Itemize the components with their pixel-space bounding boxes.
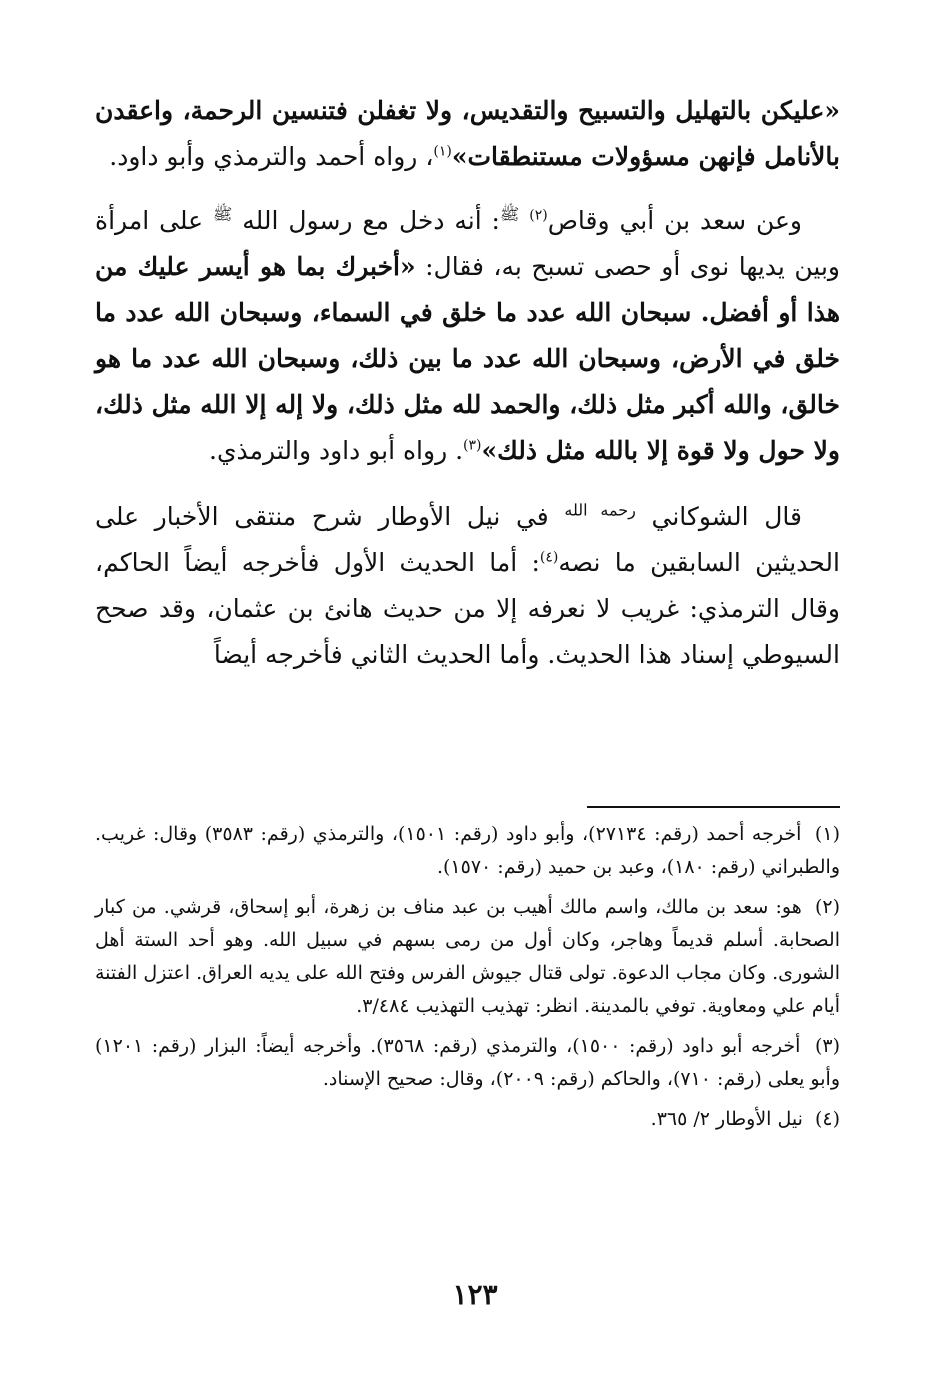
paragraph-2 — [95, 198, 840, 474]
narration-text: : أما الحديث الأول فأخرجه أيضاً الحاكم، وقال الترمذي: غريب لا نعرفه إلا من حديث هانئ بن عثمان، وقد صحح السيوطي إسناد هذا الحديث. وأما الحديث الثاني فأخرجه أيضاً — [95, 548, 840, 669]
narration-text: وعن سعد بن أبي وقاص — [547, 206, 802, 235]
hadith-quote: «أخبرك بما هو أيسر عليك من هذا أو أفضل. سبحان الله عدد ما خلق في السماء، وسبحان الله عدد ما خلق في الأرض، وسبحان الله عدد ما بين ذلك، وسبحان الله عدد ما هو خالق، والله أكبر مثل ذلك، والحمد لله مثل ذلك، ولا إله إلا الله مثل ذلك، ولا حول ولا قوة إلا بالله مثل ذلك» — [95, 252, 840, 465]
main-text — [95, 88, 840, 698]
footnote-ref[interactable]: (٣) — [463, 437, 482, 454]
narration-text: . رواه أبو داود والترمذي. — [209, 436, 464, 465]
footnote-text: أخرجه أحمد (رقم: ٢٧١٣٤)، وأبو داود (رقم: ١٥٠١)، والترمذي (رقم: ٣٥٨٣) وقال: غريب. والطبراني (رقم: ١٨٠)، وعبد بن حميد (رقم: ١٥٧٠). — [95, 823, 840, 878]
footnote-divider — [587, 806, 840, 808]
footnote-2 — [95, 891, 840, 1023]
footnote-ref[interactable]: (٤) — [539, 549, 559, 566]
footnote-1 — [95, 818, 840, 884]
honorific-glyph: رحمه الله — [564, 500, 636, 520]
footnote-text: هو: سعد بن مالك، واسم مالك أهيب بن عبد مناف بن زهرة، أبو إسحاق، قرشي. من كبار الصحابة. أسلم قديماً وهاجر، وكان أول من رمى بسهم في سبيل الله. وهو أحد الستة أهل الشورى. وكان مجاب الدعوة. تولى قتال جيوش الفرس وفتح الله على يديه العراق. اعتزل الفتنة أيام علي ومعاوية. توفي بالمدينة. انظر: تهذيب التهذيب ٣/٤٨٤. — [95, 896, 840, 1017]
footnote-ref[interactable]: (٢) — [529, 207, 548, 224]
footnote-4 — [95, 1103, 840, 1136]
narration-text: على امرأة وبين يديها نوى أو حصى تسبح به، فقال: — [95, 206, 840, 281]
footnote-text: أخرجه أبو داود (رقم: ١٥٠٠)، والترمذي (رقم: ٣٥٦٨). وأخرجه أيضاً: البزار (رقم: ١٢٠١) وأبو يعلى (رقم: ٧١٠)، والحاكم (رقم: ٢٠٠٩)، وقال: صحيح الإسناد. — [95, 1035, 840, 1090]
footnote-number: (٤) — [814, 1108, 840, 1130]
footnote-number: (٣) — [814, 1035, 840, 1057]
footnote-number: (٢) — [814, 896, 840, 918]
honorific-glyph: ﷺ — [499, 204, 520, 224]
hadith-quote: «عليكن بالتهليل والتسبيح والتقديس، ولا تغفلن فتنسين الرحمة، واعقدن بالأنامل فإنهن مسؤولات مستنطقات» — [95, 96, 840, 171]
honorific-glyph: ﷺ — [213, 204, 233, 224]
page-number: ١٢٣ — [452, 1278, 498, 1311]
narration-text: في نيل الأوطار شرح منتقى الأخبار على الحديثين السابقين ما نصه — [95, 502, 840, 577]
paragraph-3 — [95, 494, 840, 678]
footnote-number: (١) — [814, 823, 840, 845]
footnote-3 — [95, 1030, 840, 1096]
footnote-ref[interactable]: (١) — [433, 143, 452, 160]
narration-text: قال الشوكاني — [651, 502, 802, 531]
narration-text: ، رواه أحمد والترمذي وأبو داود. — [109, 142, 434, 171]
paragraph-1 — [95, 88, 840, 180]
footnotes — [95, 818, 840, 1143]
narration-text: : أنه دخل مع رسول الله — [242, 206, 500, 235]
footnote-text: نيل الأوطار ٢/ ٣٦٥. — [650, 1108, 803, 1130]
